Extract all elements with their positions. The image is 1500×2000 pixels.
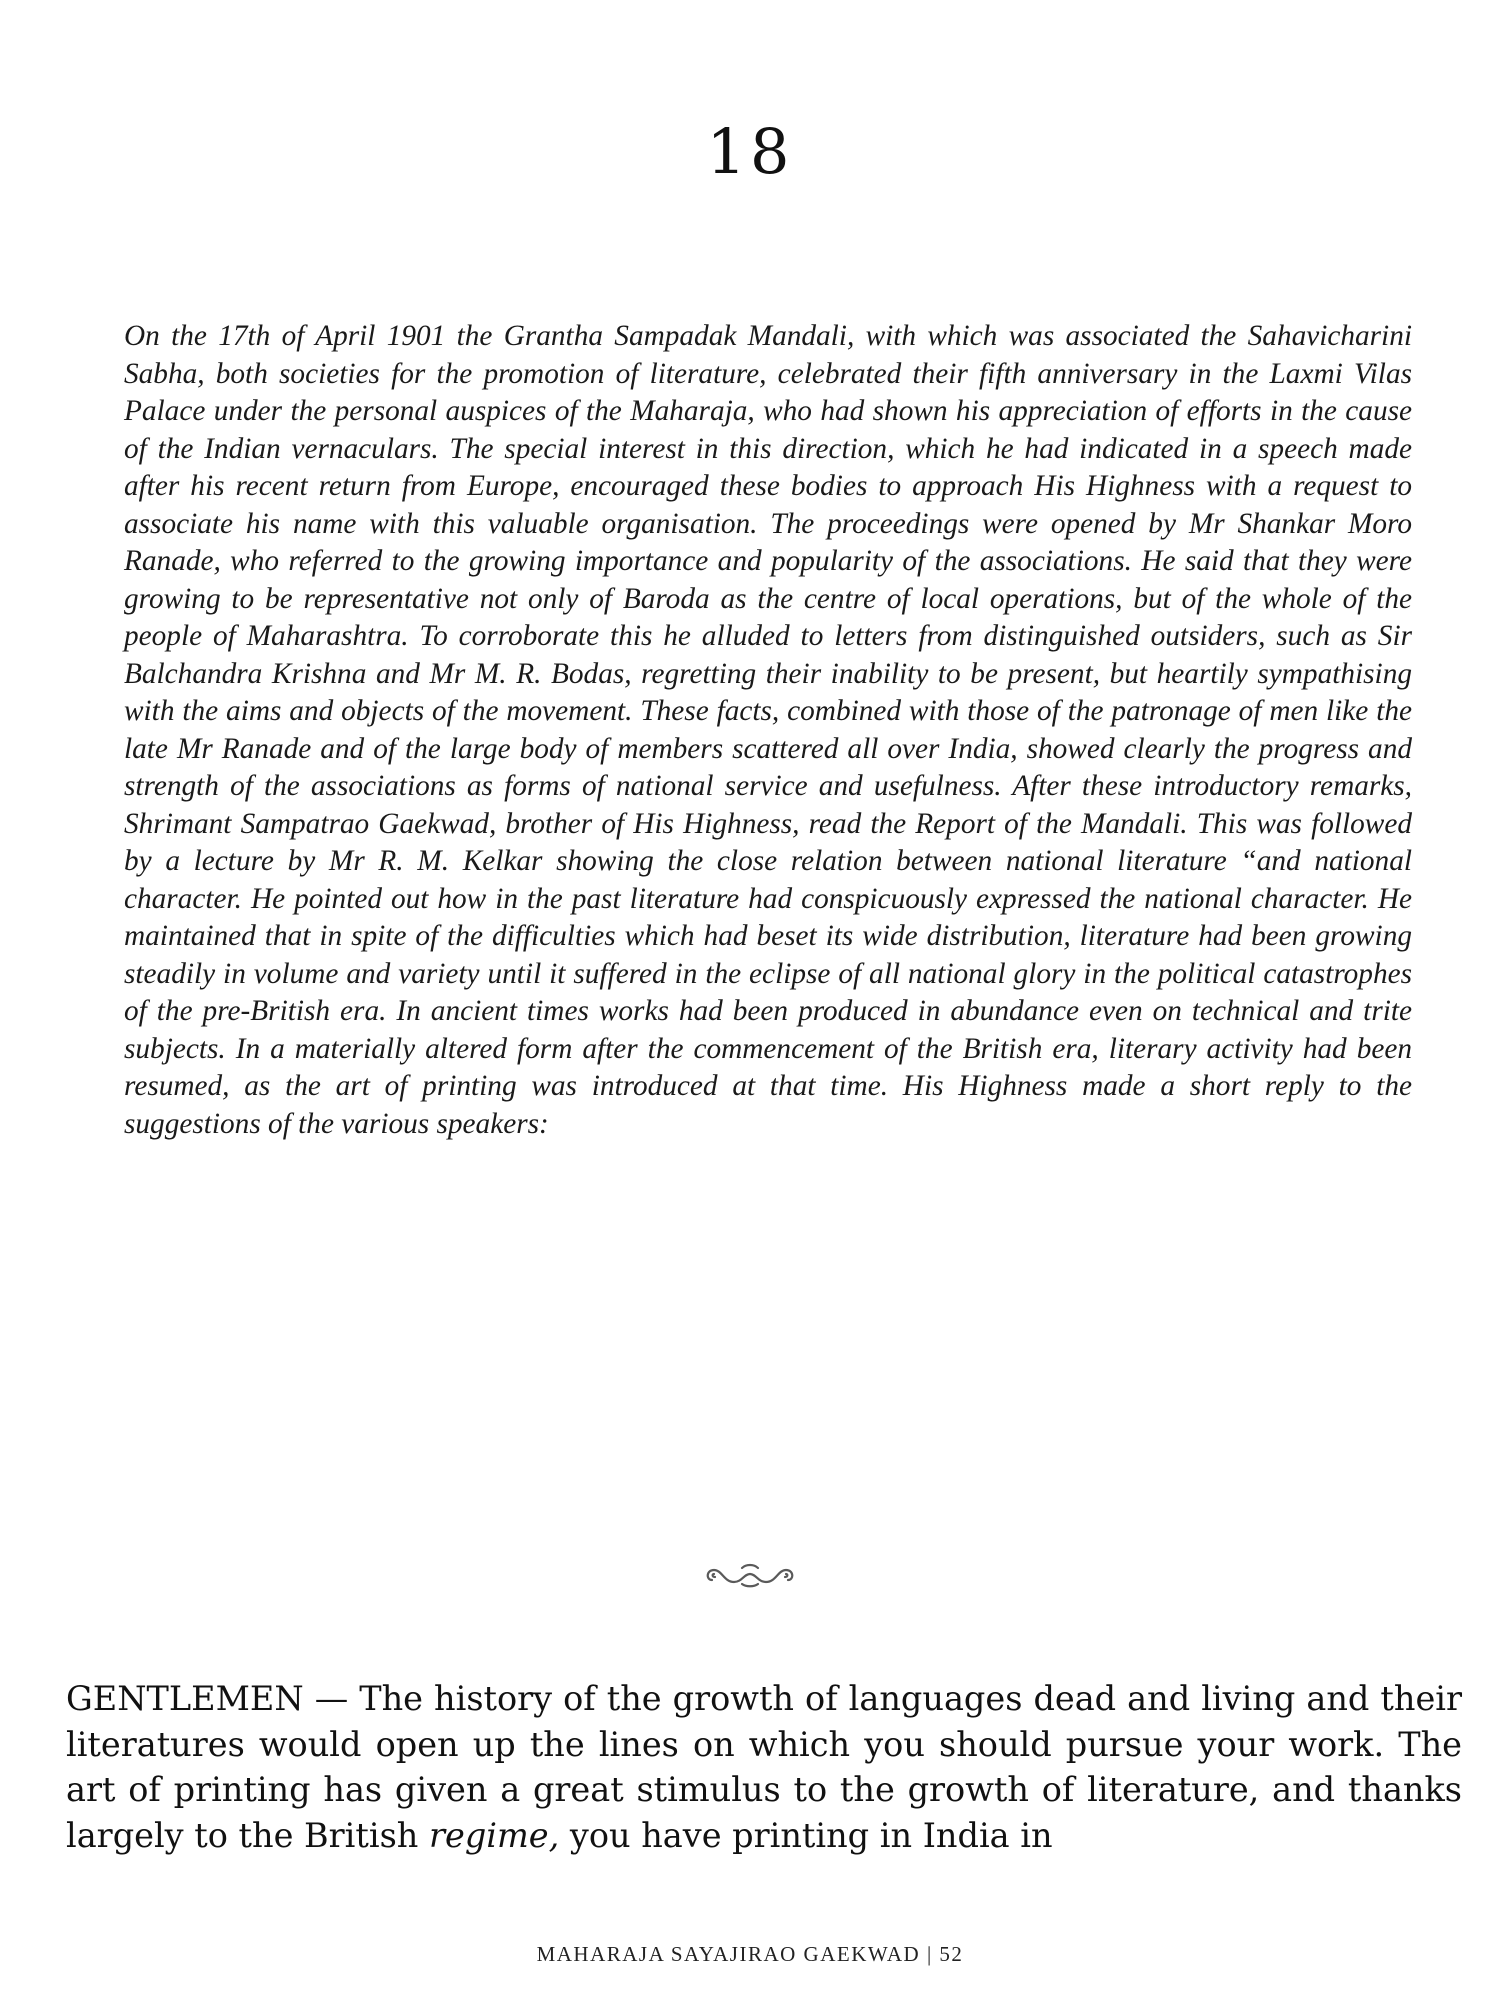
chapter-number: 18: [706, 115, 794, 188]
footer-separator: |: [926, 1942, 933, 1966]
intro-paragraph: On the 17th of April 1901 the Grantha Sampadak Mandali, with which was associated the Sahavicharini Sabha, both societies for the promotion of literature, celebrated their fifth anniversary in the Laxmi Vilas Palace under the personal auspices of the Maharaja, who had shown his appreciation of efforts in the cause of the Indian vernaculars. The special interest in this direction, which he had indicated in a speech made after his recent return from Europe, encouraged these bodies to approach His Highness with a request to associate his name with this valuable organisation. The proceedings were opened by Mr Shankar Moro Ranade, who referred to the growing importance and popularity of the associations. He said that they were growing to be representative not only of Baroda as the centre of local operations, but of the whole of the people of Maharashtra. To corroborate this he alluded to letters from distinguished outsiders, such as Sir Balchandra Krishna and Mr M. R. Bodas, regretting their inability to be present, but heartily sympathising with the aims and objects of the movement. These facts, combined with those of the patronage of men like the late Mr Ranade and of the large body of members scattered all over India, showed clearly the progress and strength of the associations as forms of national service and usefulness. After these introductory remarks, Shrimant Sampatrao Gaekwad, brother of His Highness, read the Report of the Mandali. This was followed by a lecture by Mr R. M. Kelkar showing the close relation between national literature “and national character. He pointed out how in the past literature had conspicuously expressed the national character. He maintained that in spite of the difficulties which had beset its wide distribution, literature had been growing steadily in volume and variety until it suffered in the eclipse of all national glory in the political catastrophes of the pre-British era. In ancient times works had been produced in abundance even on technical and trite subjects. In a materially altered form after the commencement of the British era, literary activity had been resumed, as the art of printing was introduced at that time. His Highness made a short reply to the suggestions of the various speakers:: [124, 320, 1412, 1140]
speech-emphasis: regime,: [429, 1815, 560, 1855]
running-title: MAHARAJA SAYAJIRAO GAEKWAD: [536, 1942, 921, 1966]
speech-paragraph: [66, 1676, 1462, 1858]
speech-text-part1: GENTLEMEN — The history of the growth of languages dead and living and their literatures would open up the lines on which you should pursue your work. The art of printing has given a great stimulus to the growth of literature, and thanks largely to the British: [66, 1679, 1462, 1855]
speech-text-part2: you have printing in India in: [559, 1815, 1053, 1855]
page-footer: [0, 1942, 1500, 1967]
page-number: 52: [939, 1942, 964, 1966]
scroll-ornament-icon: [0, 1560, 1500, 1598]
scroll-ornament-svg: [702, 1560, 798, 1590]
